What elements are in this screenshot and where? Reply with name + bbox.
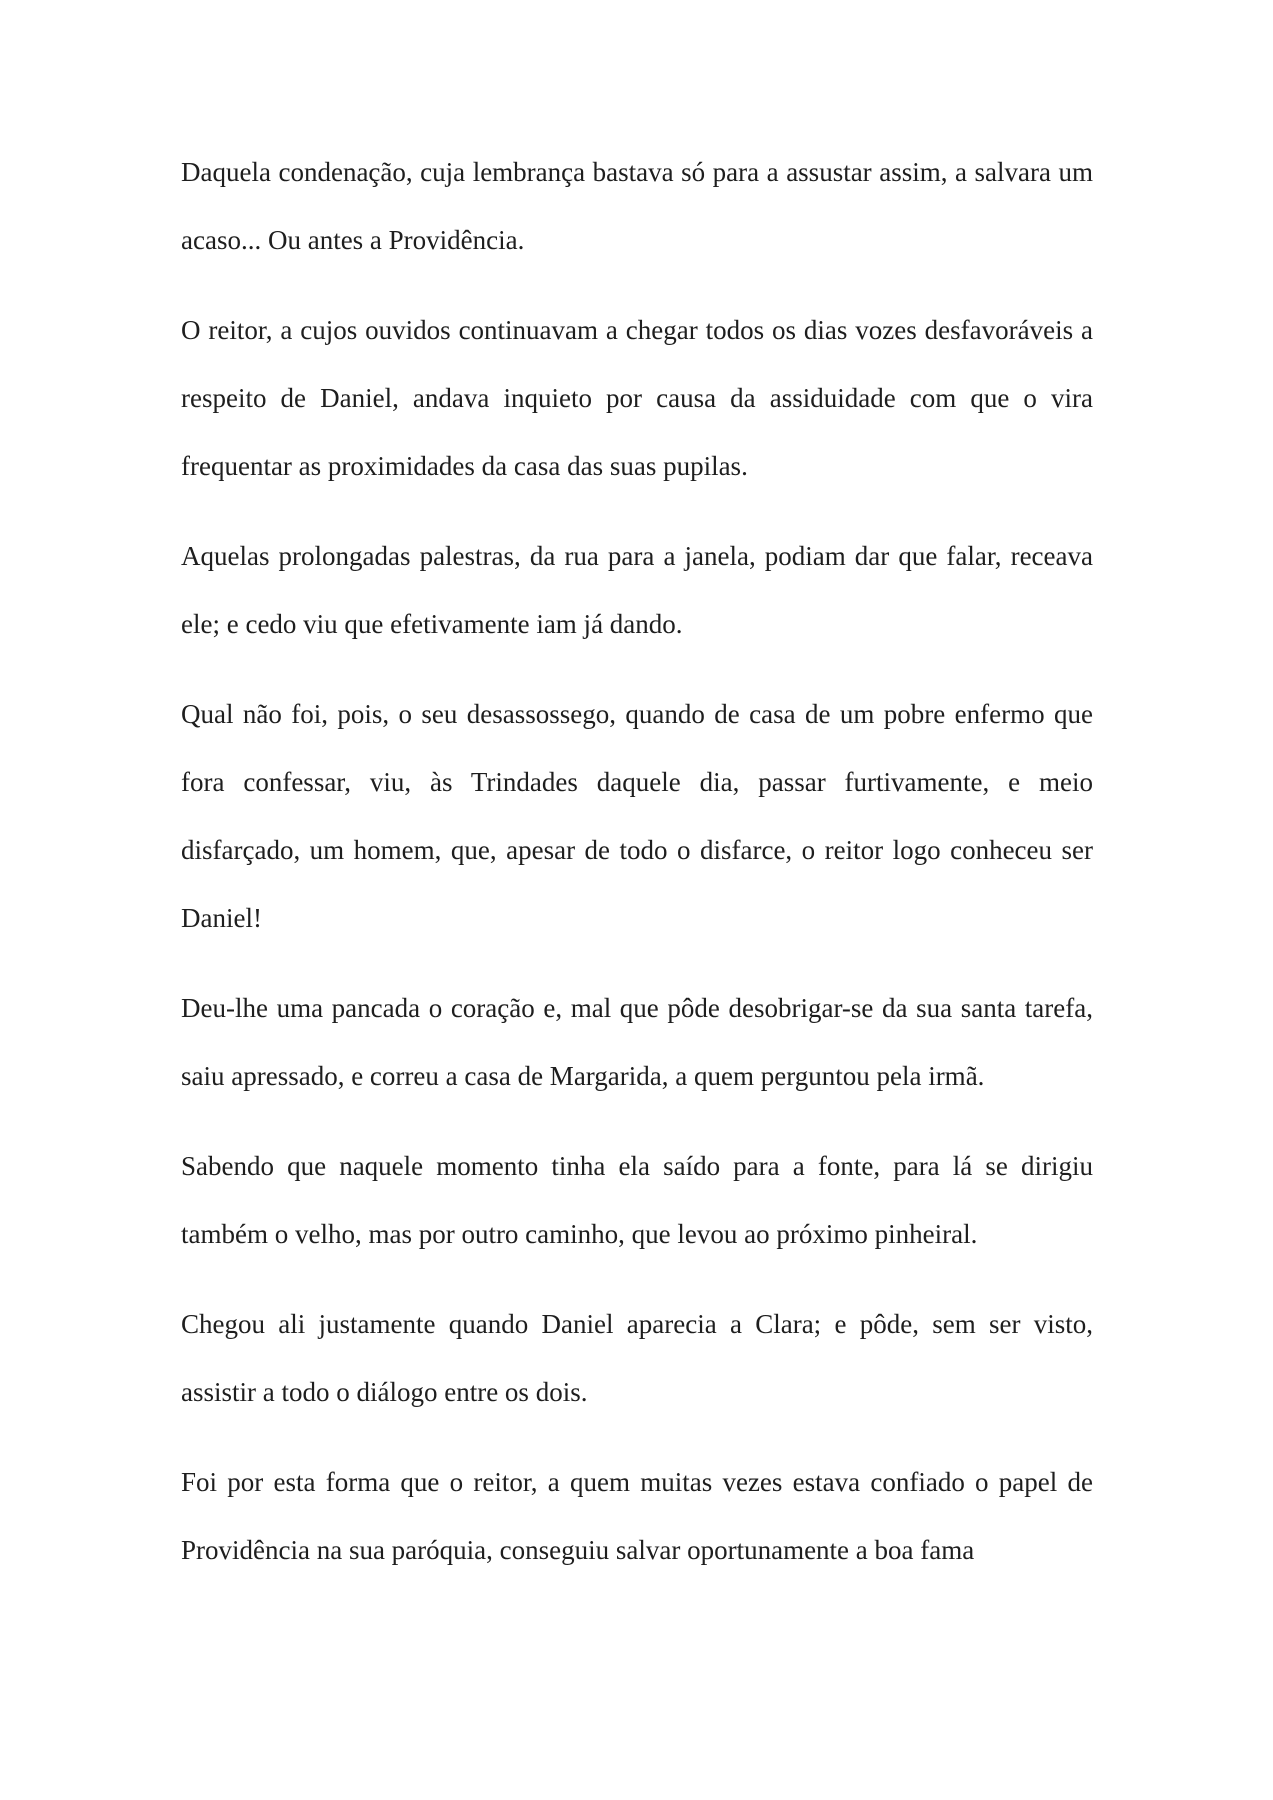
paragraph-7: Chegou ali justamente quando Daniel aparecia a Clara; e pôde, sem ser visto, assistir a todo o diálogo entre os dois. — [181, 1309, 1093, 1407]
text-body — [181, 138, 1093, 1584]
paragraph-5: Deu-lhe uma pancada o coração e, mal que pôde desobrigar-se da sua santa tarefa, saiu apressado, e correu a casa de Margarida, a quem perguntou pela irmã. — [181, 993, 1093, 1091]
paragraph-3: Aquelas prolongadas palestras, da rua para a janela, podiam dar que falar, receava ele; e cedo viu que efetivamente iam já dando. — [181, 541, 1093, 639]
paragraph-1: Daquela condenação, cuja lembrança bastava só para a assustar assim, a salvara um acaso... Ou antes a Providência. — [181, 157, 1093, 255]
paragraph-2: O reitor, a cujos ouvidos continuavam a chegar todos os dias vozes desfavoráveis a respeito de Daniel, andava inquieto por causa da assiduidade com que o vira frequentar as proximidades da casa das suas pupilas. — [181, 315, 1093, 481]
paragraph-4: Qual não foi, pois, o seu desassossego, quando de casa de um pobre enfermo que fora confessar, viu, às Trindades daquele dia, passar furtivamente, e meio disfarçado, um homem, que, apesar de todo o disfarce, o reitor logo conheceu ser Daniel! — [181, 699, 1093, 933]
paragraph-8: Foi por esta forma que o reitor, a quem muitas vezes estava confiado o papel de Providência na sua paróquia, conseguiu salvar oportunamente a boa fama — [181, 1467, 1093, 1565]
paragraph-6: Sabendo que naquele momento tinha ela saído para a fonte, para lá se dirigiu também o velho, mas por outro caminho, que levou ao próximo pinheiral. — [181, 1151, 1093, 1249]
